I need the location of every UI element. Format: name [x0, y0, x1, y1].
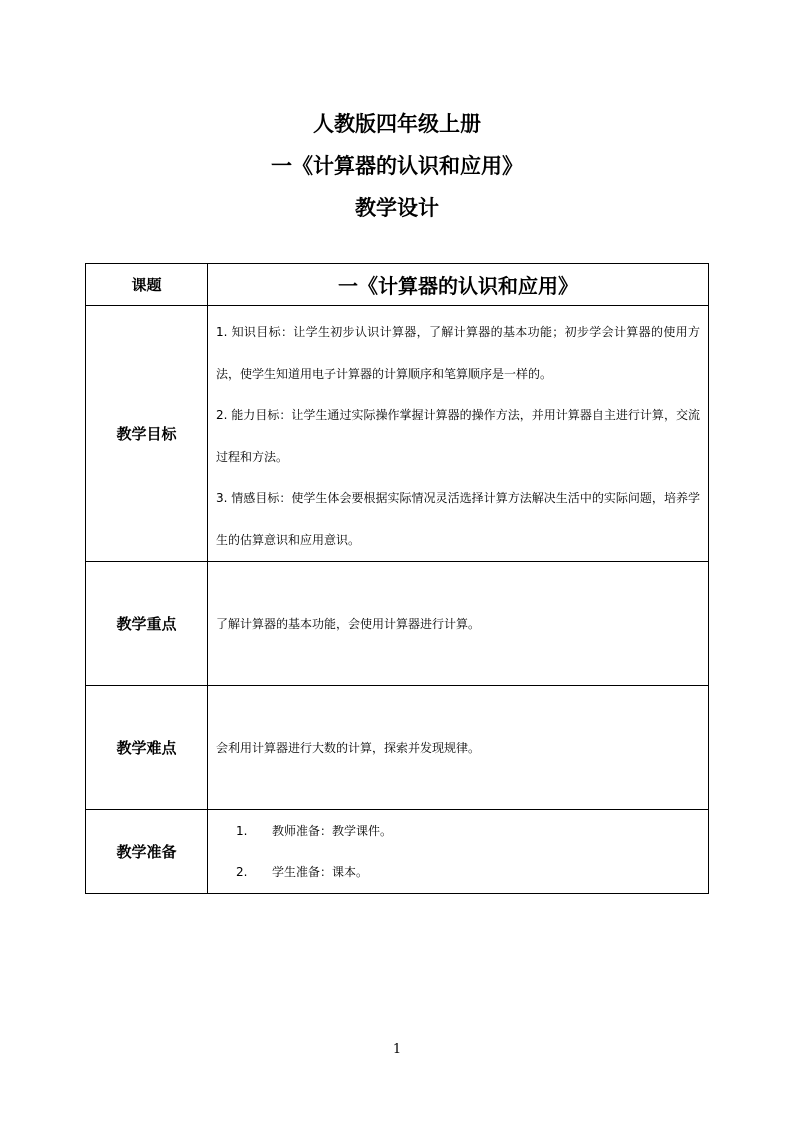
key-cell — [208, 562, 709, 686]
goals-label: 教学目标 — [86, 306, 208, 562]
prep-item-number: 2. — [236, 864, 248, 879]
key-row — [86, 562, 709, 686]
prep-cell — [208, 810, 709, 894]
prep-item-number: 1. — [236, 823, 248, 838]
document-title — [0, 103, 794, 229]
goal-item: 2. 能力目标：让学生通过实际操作掌握计算器的操作方法，并用计算器自主进行计算，交流过程和方法。 — [216, 408, 700, 464]
prep-item-text: 学生准备：课本。 — [272, 864, 369, 879]
goal-item: 1. 知识目标：让学生初步认识计算器，了解计算器的基本功能；初步学会计算器的使用方法，使学生知道用电子计算器的计算顺序和笔算顺序是一样的。 — [216, 325, 700, 381]
goal-item: 3. 情感目标：使学生体会要根据实际情况灵活选择计算方法解决生活中的实际问题，培养学生的估算意识和应用意识。 — [216, 491, 700, 547]
difficulty-label: 教学难点 — [86, 686, 208, 810]
lesson-plan-table — [85, 263, 709, 894]
prep-item-text: 教师准备：教学课件。 — [272, 823, 393, 838]
key-label: 教学重点 — [86, 562, 208, 686]
prep-label: 教学准备 — [86, 810, 208, 894]
title-line-1: 人教版四年级上册 — [313, 112, 481, 136]
prep-item — [236, 811, 708, 852]
subject-row — [86, 264, 709, 306]
difficulty-row — [86, 686, 709, 810]
goals-row — [86, 306, 709, 562]
goals-cell — [208, 306, 709, 562]
subject-label: 课题 — [86, 264, 208, 306]
subject-value: 一《计算器的认识和应用》 — [208, 264, 709, 306]
difficulty-cell — [208, 686, 709, 810]
page-number: 1 — [392, 1042, 402, 1057]
title-line-2: 一《计算器的认识和应用》 — [271, 154, 523, 178]
prep-item — [236, 852, 708, 893]
difficulty-value: 会利用计算器进行大数的计算，探索并发现规律。 — [216, 740, 481, 755]
key-value: 了解计算器的基本功能，会使用计算器进行计算。 — [216, 616, 481, 631]
title-line-3: 教学设计 — [355, 196, 439, 220]
prep-row — [86, 810, 709, 894]
